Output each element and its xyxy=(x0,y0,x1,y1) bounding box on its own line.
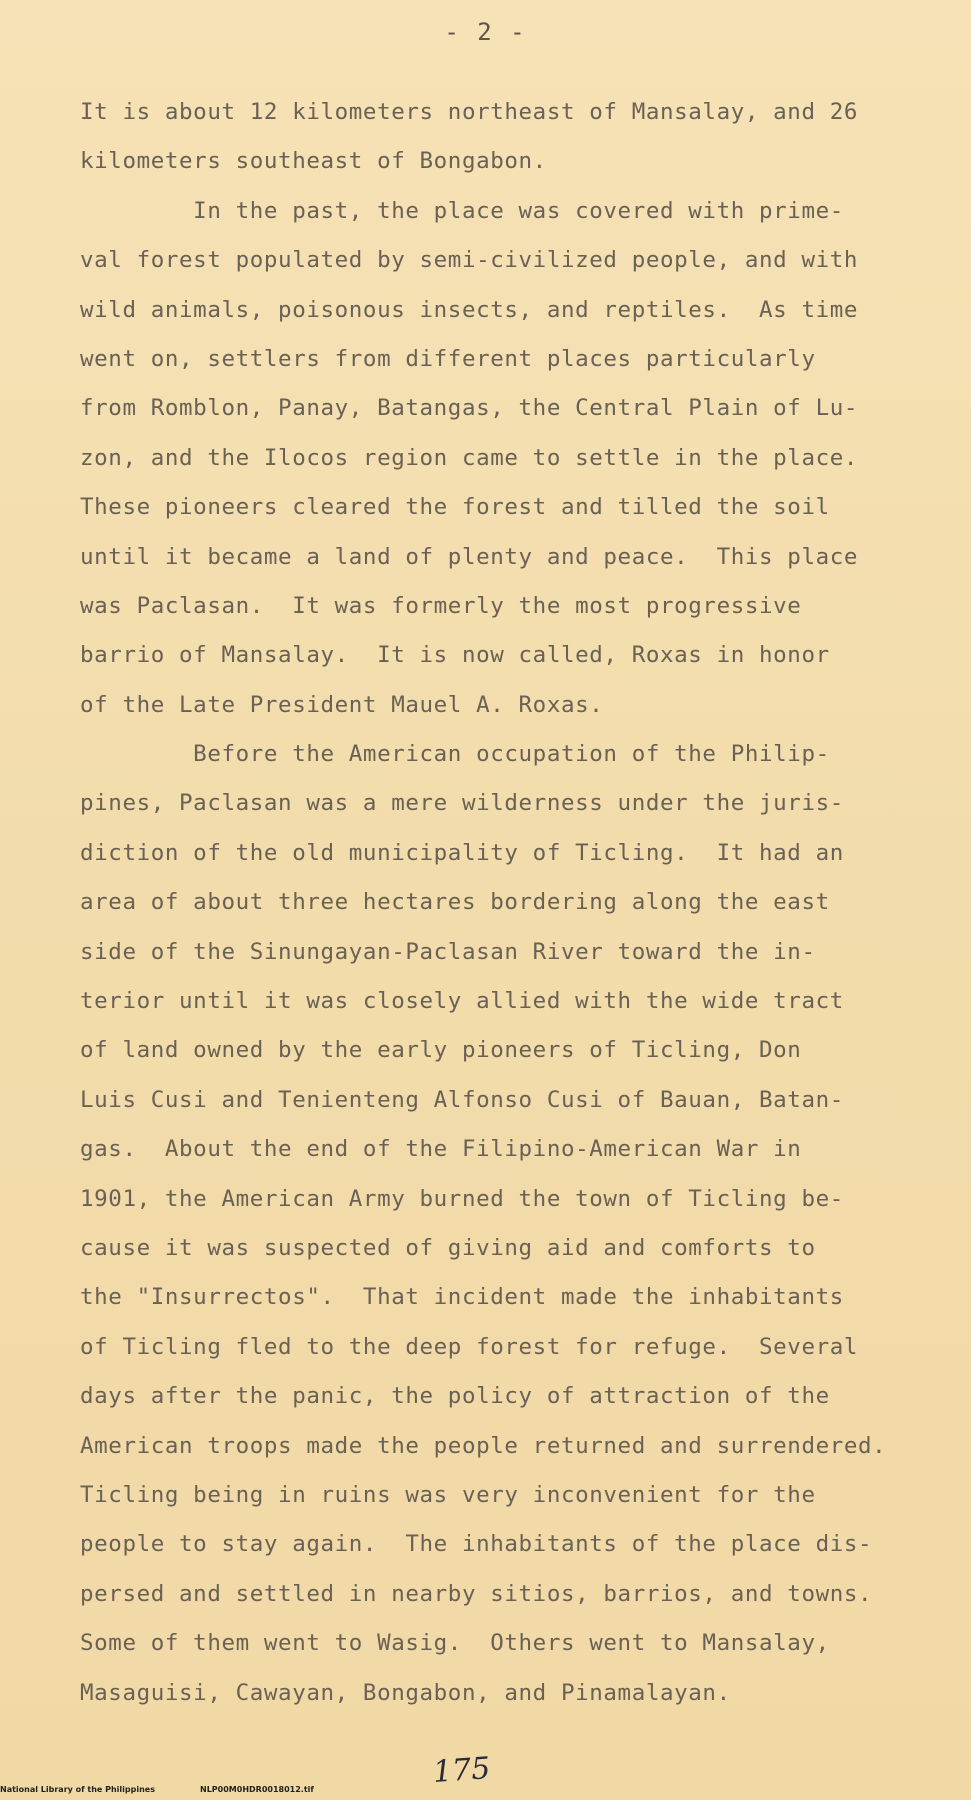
text-line: Before the American occupation of the Philip- xyxy=(80,741,830,768)
text-line: 1901, the American Army burned the town of Ticling be- xyxy=(80,1185,844,1212)
text-line: In the past, the place was covered with prime- xyxy=(80,197,844,224)
text-line: It is about 12 kilometers northeast of Mansalay, and 26 xyxy=(80,99,859,125)
text-line: was Paclasan. It was formerly the most progressive xyxy=(80,592,802,619)
text-line: area of about three hectares bordering along the east xyxy=(80,889,830,916)
text-line: until it became a land of plenty and peace. This place xyxy=(80,543,859,570)
text-line: side of the Sinungayan-Paclasan River toward the in- xyxy=(80,938,816,965)
text-line: barrio of Mansalay. It is now called, Roxas in honor xyxy=(80,642,830,669)
text-line: Luis Cusi and Tenienteng Alfonso Cusi of Bauan, Batan- xyxy=(80,1086,844,1113)
text-line: Ticling being in ruins was very inconvenient for the xyxy=(80,1481,816,1508)
text-line: days after the panic, the policy of attraction of the xyxy=(80,1383,830,1410)
text-line: pines, Paclasan was a mere wilderness under the juris- xyxy=(80,790,844,817)
text-line: zon, and the Ilocos region came to settle in the place. xyxy=(80,444,859,471)
text-line: wild animals, poisonous insects, and reptiles. As time xyxy=(80,296,859,323)
text-line: val forest populated by semi-civilized people, and with xyxy=(80,247,859,274)
text-line: of land owned by the early pioneers of Ticling, Don xyxy=(80,1037,802,1064)
text-line: of Ticling fled to the deep forest for refuge. Several xyxy=(80,1333,859,1360)
text-line: Masaguisi, Cawayan, Bongabon, and Pinamalayan. xyxy=(80,1679,731,1706)
text-line: the "Insurrectos". That incident made the inhabitants xyxy=(80,1284,844,1311)
text-line: diction of the old municipality of Ticling. It had an xyxy=(80,839,844,866)
text-line: people to stay again. The inhabitants of the place dis- xyxy=(80,1531,873,1558)
text-line: Some of them went to Wasig. Others went to Mansalay, xyxy=(80,1630,830,1657)
text-line: persed and settled in nearby sitios, barrios, and towns. xyxy=(80,1580,873,1607)
text-line: gas. About the end of the Filipino-American War in xyxy=(80,1136,802,1163)
handwritten-page-number: 175 xyxy=(431,1751,492,1790)
file-name: NLP00M0HDR0018012.tif xyxy=(200,1785,314,1794)
text-line: cause it was suspected of giving aid and comforts to xyxy=(80,1234,816,1261)
text-line: of the Late President Mauel A. Roxas. xyxy=(80,691,604,718)
text-line: These pioneers cleared the forest and tilled the soil xyxy=(80,494,830,521)
text-line: American troops made the people returned and surrendered. xyxy=(80,1432,887,1459)
text-line: kilometers southeast of Bongabon. xyxy=(80,148,547,175)
text-line: terior until it was closely allied with the wide tract xyxy=(80,988,844,1015)
body-text xyxy=(80,88,900,1718)
page-number: - 2 - xyxy=(444,18,527,46)
text-line: from Romblon, Panay, Batangas, the Central Plain of Lu- xyxy=(80,395,859,422)
text-line: went on, settlers from different places particularly xyxy=(80,345,816,372)
library-credit: National Library of the Philippines xyxy=(0,1785,155,1794)
